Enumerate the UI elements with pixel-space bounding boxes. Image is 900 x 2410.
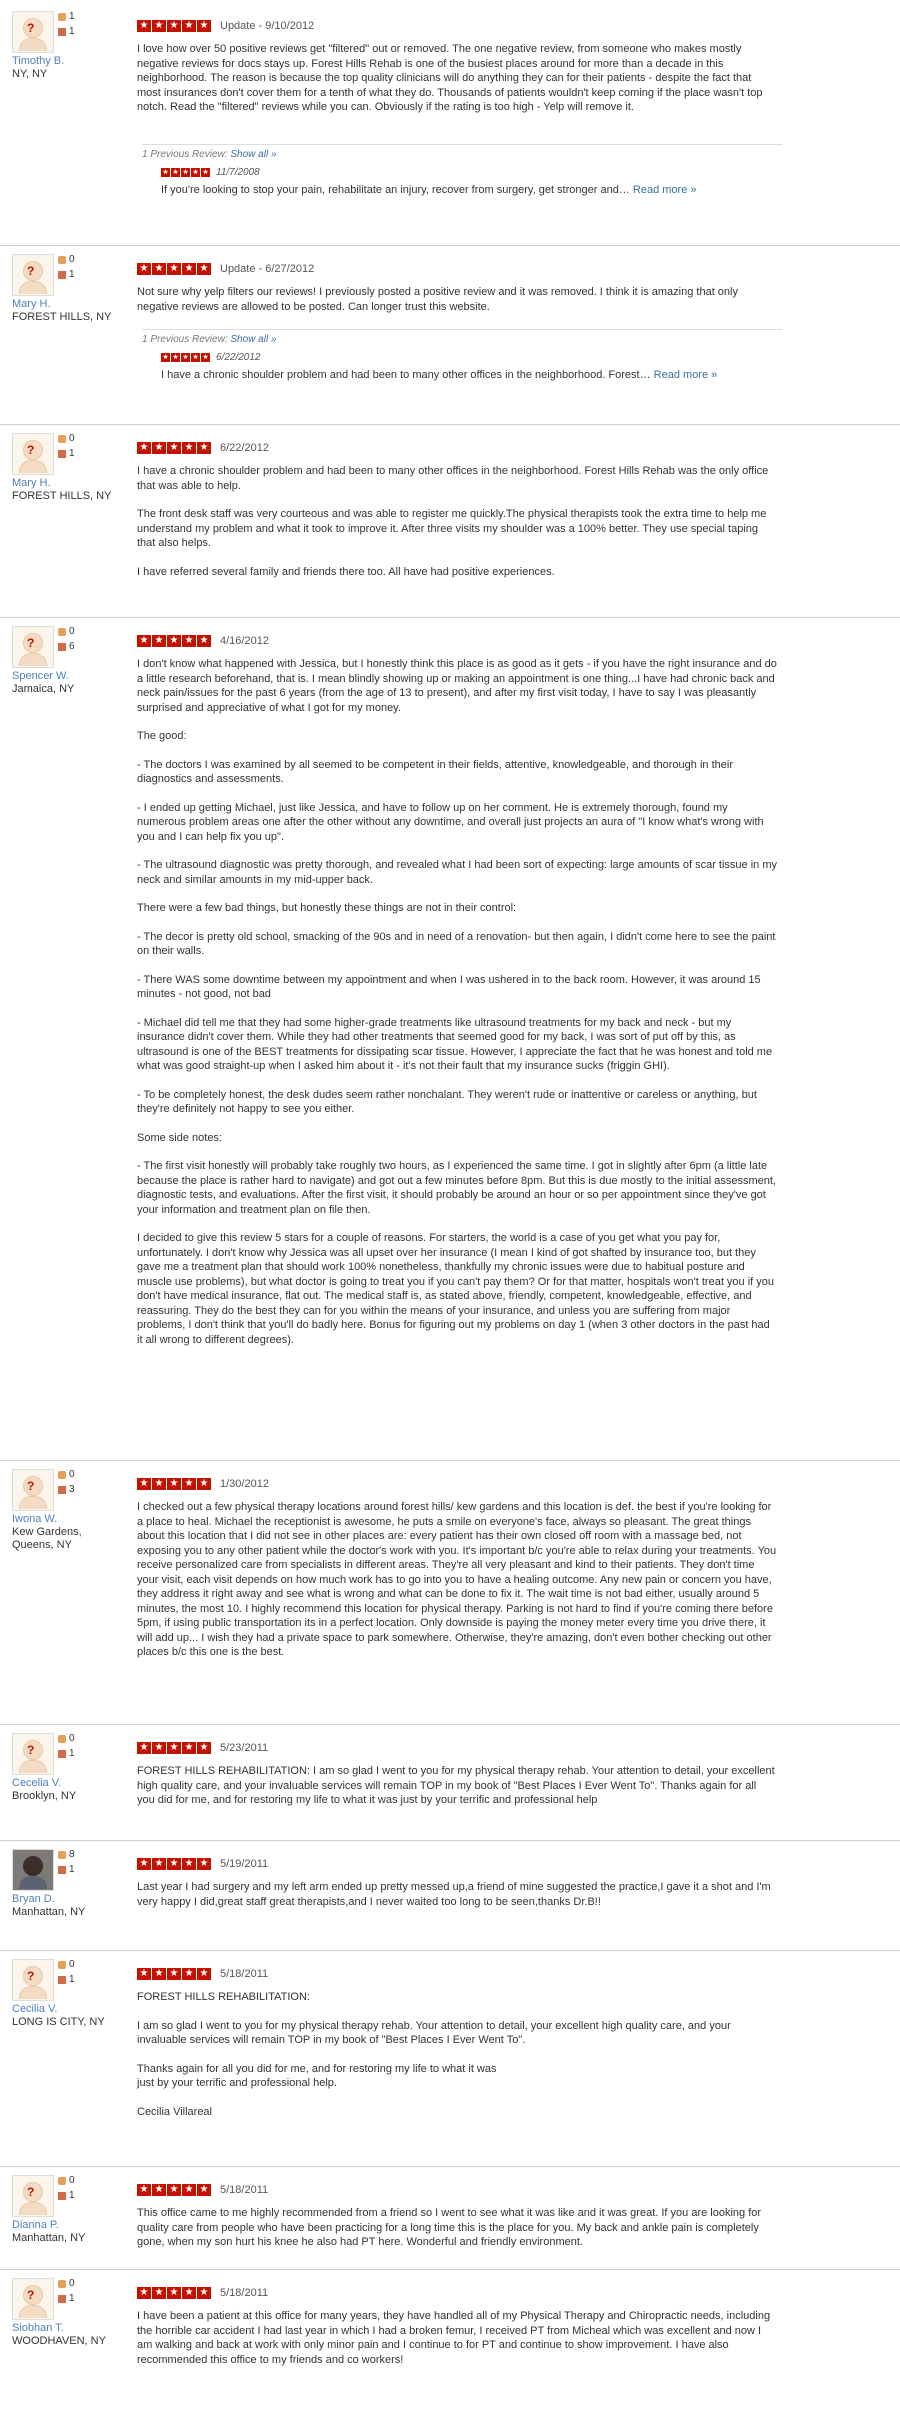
friend-count-value: 0 — [69, 254, 75, 265]
review-date: 5/18/2011 — [220, 2287, 269, 2299]
star-icon: ★ — [167, 2287, 181, 2299]
previous-review-text: If you're looking to stop your pain, rehabilitate an injury, recover from surgery, get stronger and… — [161, 184, 630, 196]
avatar-body-shape — [19, 38, 47, 51]
review-paragraph: I have been a patient at this office for many years, they have handled all of my Physical Therapy and Chiropractic needs, including the horrible car accident I had last year in which I had a broken femur, I received PT from Micheal which was excellent and now I am walking and back at work with only minor pain and I continue to for PT and continue to show improvement. I have also recommended this office to my friends and co workers! — [137, 2310, 771, 2366]
star-icon: ★ — [137, 442, 151, 454]
review-date: 6/22/2012 — [220, 442, 269, 454]
friend-count-value: 0 — [69, 433, 75, 444]
user-name-link[interactable]: Mary H. — [12, 477, 51, 489]
friend-count — [58, 433, 75, 444]
review-text — [137, 1990, 777, 2133]
review-paragraph: The front desk staff was very courteous and was able to register me quickly.The physical therapists took the extra time to help me understand my problem and what it took to improve it. After three visits my shoulder was a 100% better. They use special taping that also helps. — [137, 508, 767, 549]
review-count — [58, 1864, 75, 1875]
question-mark-icon: ? — [27, 1743, 35, 1757]
review-divider — [0, 1950, 900, 1951]
review-count-value: 1 — [69, 1864, 75, 1875]
review-date: 5/23/2011 — [220, 1742, 269, 1754]
avatar-head-shape — [23, 1856, 43, 1876]
review-paragraph: - There WAS some downtime between my appointment and when I was ushered in to the back room. However, it was around 15 minutes - not good, not bad — [137, 973, 761, 1000]
review-count — [58, 1974, 75, 1985]
previous-review-header — [142, 334, 277, 345]
review-paragraph: I checked out a few physical therapy locations around forest hills/ kew gardens and this location is def. the best if you're looking for a place to heal. Michael the receptionist is awesome, he puts a smile on everyone's face, always so pleasant. The great things about this location that I did not see in other places are: every patient has their own closed off room with a massage bed, not exposing you to any other patient while the doctor's work with you. It's important b/c you're able to relax during your treatments. You receive personalized care from specialists in different areas. They're all very pleasant and kind to their patients. They don't time your visit, each visit depends on how much work has to go into you to have a healing outcome. Any new pain or concern you have, they address it right away and see what is wrong and what can be done to fix it. The wait time is not bad either, usually around 5 minutes, the most 10. I highly recommend this location for physical therapy. Parking is not hard to find if you're coming there before 5pm, if using public transportation its in a perfect location. Only downside is paying the money meter every time you drive there, it will add up... I wish they had a private space to park somewhere. Otherwise, they're amazing, don't even bother checking out other places b/c this one is the best. — [137, 1501, 777, 1658]
friend-count-value: 0 — [69, 1733, 75, 1744]
friends-icon — [58, 2280, 66, 2288]
star-icon: ★ — [167, 1742, 181, 1754]
reviews-icon — [58, 2192, 66, 2200]
review-count — [58, 641, 75, 652]
rating-stars — [137, 20, 211, 32]
rating-stars — [137, 2184, 211, 2196]
review-paragraph: I am so glad I went to you for my physical therapy rehab. Your attention to detail, your excellent high quality care, and your invaluable services will remain TOP in my book of "Best Places I Ever Went To". — [137, 2019, 731, 2046]
star-icon: ★ — [202, 169, 209, 176]
star-icon: ★ — [202, 354, 209, 361]
friend-count-value: 0 — [69, 626, 75, 637]
user-avatar[interactable] — [12, 2278, 54, 2320]
previous-review-date: 11/7/2008 — [216, 167, 260, 178]
previous-review-snippet — [161, 184, 781, 196]
friend-count-value: 1 — [69, 11, 75, 22]
avatar-body-shape — [19, 1986, 47, 1999]
user-avatar[interactable] — [12, 1733, 54, 1775]
reviews-icon — [58, 450, 66, 458]
star-icon: ★ — [172, 169, 179, 176]
star-icon: ★ — [152, 20, 166, 32]
star-icon: ★ — [197, 1742, 211, 1754]
review-date: 5/18/2011 — [220, 2184, 269, 2196]
review-paragraph: - Michael did tell me that they had some higher-grade treatments like ultrasound treatments for my back and neck - but my insurance didn't cover them. While they had other treatments that seemed good for my back, I was sort of put off by this, as ultrasound is one of the BEST treatments for dissipating scar tissue. However, I appreciate the fact that he was honest and told me what was good straight-up when I asked him about it - it's not their fault that my insurance sucks (friggin GHI). — [137, 1016, 773, 1072]
star-icon: ★ — [152, 2184, 166, 2196]
star-icon: ★ — [137, 635, 151, 647]
user-name-link[interactable]: Spencer W. — [12, 670, 69, 682]
review-paragraph: The good: — [137, 730, 187, 742]
star-icon: ★ — [152, 442, 166, 454]
review-count — [58, 269, 75, 280]
friends-icon — [58, 1735, 66, 1743]
reviews-icon — [58, 1750, 66, 1758]
star-icon: ★ — [197, 2287, 211, 2299]
star-icon: ★ — [197, 1968, 211, 1980]
rating-stars — [137, 1742, 211, 1754]
review-paragraph: This office came to me highly recommended from a friend so I went to see what it was like and it was great. If you are looking for quality care from people who have been practicing for a long time this is the place for you. My back and ankle pain is completely gone, when my son hurt his knee he also had PT here. Wonderful and friendly environment. — [137, 2207, 762, 2248]
star-icon: ★ — [162, 354, 169, 361]
previous-review-date: 6/22/2012 — [216, 352, 261, 363]
review-divider — [0, 2269, 900, 2270]
review-text — [137, 1500, 777, 1674]
friend-count-value: 0 — [69, 1959, 75, 1970]
star-icon: ★ — [197, 263, 211, 275]
review-count-value: 1 — [69, 269, 75, 280]
star-icon: ★ — [167, 635, 181, 647]
question-mark-icon: ? — [27, 264, 35, 278]
friend-count — [58, 2278, 75, 2289]
friends-icon — [58, 628, 66, 636]
rating-stars — [137, 1968, 211, 1980]
star-icon: ★ — [152, 263, 166, 275]
star-icon: ★ — [167, 442, 181, 454]
avatar-body-shape — [19, 460, 47, 473]
review-divider — [0, 617, 900, 618]
friend-count-value: 8 — [69, 1849, 75, 1860]
question-mark-icon: ? — [27, 636, 35, 650]
avatar-body-shape — [19, 2202, 47, 2215]
question-mark-icon: ? — [27, 2288, 35, 2302]
friend-count — [58, 1469, 75, 1480]
question-mark-icon: ? — [27, 21, 35, 35]
review-count-value: 1 — [69, 1974, 75, 1985]
previous-review-text: I have a chronic shoulder problem and had been to many other offices in the neighborhood. Forest… — [161, 369, 651, 381]
user-name-link[interactable]: Dianna P. — [12, 2219, 59, 2231]
star-icon: ★ — [152, 635, 166, 647]
star-icon: ★ — [152, 1478, 166, 1490]
rating-stars — [161, 353, 210, 362]
user-location: Brooklyn, NY — [12, 1790, 77, 1802]
user-name-link[interactable]: Siobhan T. — [12, 2322, 64, 2334]
friends-icon — [58, 1961, 66, 1969]
star-icon: ★ — [197, 1478, 211, 1490]
review-paragraph: Not sure why yelp filters our reviews! I previously posted a positive review and it was removed. I think it is amazing that only negative reviews are allowed to be posted. Can longer trust this website. — [137, 286, 738, 313]
friend-count — [58, 254, 75, 265]
user-avatar[interactable] — [12, 254, 54, 296]
previous-review-label: 1 Previous Review: — [142, 334, 228, 345]
review-divider — [0, 424, 900, 425]
question-mark-icon: ? — [27, 1969, 35, 1983]
review-paragraph: Cecilia Villareal — [137, 2105, 212, 2118]
user-avatar[interactable] — [12, 1959, 54, 2001]
rating-stars — [137, 442, 211, 454]
review-date: Update - 9/10/2012 — [220, 20, 315, 32]
star-icon: ★ — [182, 2287, 196, 2299]
star-icon: ★ — [167, 20, 181, 32]
read-more-link[interactable]: Read more » — [632, 184, 697, 196]
user-name-link[interactable]: Timothy B. — [12, 55, 65, 67]
star-icon: ★ — [152, 1968, 166, 1980]
star-icon: ★ — [167, 1858, 181, 1870]
review-text — [137, 464, 777, 593]
question-mark-icon: ? — [27, 1479, 35, 1493]
star-icon: ★ — [182, 263, 196, 275]
review-paragraph: FOREST HILLS REHABILITATION: — [137, 1991, 310, 2003]
review-text — [137, 285, 777, 328]
review-divider — [0, 2166, 900, 2167]
rating-stars — [137, 2287, 211, 2299]
friend-count — [58, 1733, 75, 1744]
show-all-link[interactable]: Show all » — [230, 334, 277, 345]
rating-stars — [161, 168, 210, 177]
review-count-value: 6 — [69, 641, 75, 652]
reviews-icon — [58, 643, 66, 651]
star-icon: ★ — [197, 442, 211, 454]
question-mark-icon: ? — [27, 2185, 35, 2199]
reviews-icon — [58, 271, 66, 279]
star-icon: ★ — [137, 2184, 151, 2196]
review-date: 5/18/2011 — [220, 1968, 269, 1980]
star-icon: ★ — [182, 2184, 196, 2196]
user-avatar[interactable] — [12, 1849, 54, 1891]
star-icon: ★ — [137, 20, 151, 32]
review-paragraph: I don't know what happened with Jessica, but I honestly think this place is as good as it gets - if you have the right insurance and do a little research beforehand, that is. I mean blindly showing up or making an appointment is one thing...I have had chronic back and neck pain/issues for the past 6 years (from the age of 13 to present), and after my first visit today, I have to say I was pleasantly surprised and appreciative of what I got for my money. — [137, 658, 777, 714]
reviews-icon — [58, 1976, 66, 1984]
friends-icon — [58, 1471, 66, 1479]
review-count — [58, 2293, 75, 2304]
user-location: Jamaica, NY — [12, 683, 75, 695]
star-icon: ★ — [197, 635, 211, 647]
star-icon: ★ — [137, 1858, 151, 1870]
user-location: NY, NY — [12, 68, 48, 80]
show-all-link[interactable]: Show all » — [230, 149, 277, 160]
user-name-link[interactable]: Bryan D. — [12, 1893, 55, 1905]
review-count — [58, 448, 75, 459]
user-avatar[interactable] — [12, 433, 54, 475]
review-text — [137, 1764, 777, 1822]
star-icon: ★ — [182, 20, 196, 32]
star-icon: ★ — [182, 1968, 196, 1980]
star-icon: ★ — [167, 1968, 181, 1980]
star-icon: ★ — [167, 2184, 181, 2196]
star-icon: ★ — [172, 354, 179, 361]
user-name-link[interactable]: Iwona W. — [12, 1513, 58, 1525]
rating-stars — [137, 263, 211, 275]
friend-count — [58, 2175, 75, 2186]
reviews-icon — [58, 1866, 66, 1874]
review-paragraph: - I ended up getting Michael, just like Jessica, and have to follow up on her comment. He is extremely thorough, found my numerous problem areas one after the other without any downtime, and overall just projects an aura of "I know what's wrong with you and I can help fix you up". — [137, 801, 764, 843]
review-paragraph: Some side notes: — [137, 1131, 222, 1144]
star-icon: ★ — [192, 354, 199, 361]
avatar-body-shape — [19, 1876, 47, 1889]
star-icon: ★ — [137, 1478, 151, 1490]
review-count-value: 1 — [69, 1748, 75, 1759]
review-count-value: 3 — [69, 1484, 75, 1495]
review-text — [137, 42, 777, 129]
avatar-body-shape — [19, 653, 47, 666]
review-divider — [0, 245, 900, 246]
avatar-body-shape — [19, 1760, 47, 1773]
review-date: 1/30/2012 — [220, 1478, 269, 1490]
user-location: FOREST HILLS, NY — [12, 311, 112, 323]
user-avatar[interactable] — [12, 2175, 54, 2217]
friend-count — [58, 1959, 75, 1970]
user-avatar[interactable] — [12, 1469, 54, 1511]
friend-count-value: 0 — [69, 2175, 75, 2186]
star-icon: ★ — [197, 2184, 211, 2196]
star-icon: ★ — [182, 169, 189, 176]
review-paragraph: - The doctors I was examined by all seemed to be competent in their fields, attentive, knowledgeable, and thorough in their diagnostics and assessments. — [137, 758, 733, 785]
user-location: LONG IS CITY, NY — [12, 2016, 105, 2028]
star-icon: ★ — [182, 442, 196, 454]
friend-count-value: 0 — [69, 2278, 75, 2289]
previous-review-divider — [142, 144, 782, 145]
star-icon: ★ — [197, 1858, 211, 1870]
review-date: 5/19/2011 — [220, 1858, 269, 1870]
rating-stars — [137, 1858, 211, 1870]
friend-count — [58, 1849, 75, 1860]
star-icon: ★ — [162, 169, 169, 176]
read-more-link[interactable]: Read more » — [653, 369, 718, 381]
star-icon: ★ — [167, 263, 181, 275]
star-icon: ★ — [167, 1478, 181, 1490]
review-paragraph: I love how over 50 positive reviews get "filtered" out or removed. The one negative review, from someone who makes mostly negative reviews for docs stays up. Forest Hills Rehab is one of the busiest places around for more than a decade in this neighborhood. The reason is because the top quality clinicians will do anything they can for their patients - despite the fact that most insurances don't cover them for a tenth of what they do. Thousands of patients wouldn't keep coming if the place wasn't top notch. Read the "filtered" reviews while you can. Obviously if the rating is too high - Yelp will remove it. — [137, 43, 763, 113]
friend-count — [58, 11, 75, 22]
friends-icon — [58, 13, 66, 21]
star-icon: ★ — [152, 1742, 166, 1754]
friends-icon — [58, 256, 66, 264]
review-count — [58, 1748, 75, 1759]
star-icon: ★ — [152, 1858, 166, 1870]
review-date: 4/16/2012 — [220, 635, 269, 647]
star-icon: ★ — [152, 2287, 166, 2299]
friends-icon — [58, 2177, 66, 2185]
previous-review-divider — [142, 329, 782, 330]
user-avatar[interactable] — [12, 626, 54, 668]
friend-count-value: 0 — [69, 1469, 75, 1480]
previous-review-snippet — [161, 369, 781, 381]
star-icon: ★ — [182, 1742, 196, 1754]
review-paragraph: FOREST HILLS REHABILITATION: I am so glad I went to you for my physical therapy rehab. Your attention to detail, your excellent high quality care, and your invaluable services will remain TOP in my book of "Best Places I Ever Went To". Thanks again for all you did for me, and for restoring my life to what it was just by your terrific and professional help — [137, 1765, 775, 1806]
avatar-body-shape — [19, 281, 47, 294]
question-mark-icon: ? — [27, 443, 35, 457]
review-paragraph: Thanks again for all you did for me, and for restoring my life to what it was just by your terrific and professional help. — [137, 2062, 497, 2089]
user-location: Manhattan, NY — [12, 2232, 86, 2244]
review-paragraph: I have a chronic shoulder problem and had been to many other offices in the neighborhood. Forest Hills Rehab was the only office that was able to help. — [137, 465, 769, 492]
avatar-body-shape — [19, 2305, 47, 2318]
reviews-icon — [58, 2295, 66, 2303]
star-icon: ★ — [137, 1968, 151, 1980]
rating-stars — [137, 635, 211, 647]
star-icon: ★ — [137, 263, 151, 275]
star-icon: ★ — [192, 169, 199, 176]
star-icon: ★ — [197, 20, 211, 32]
review-date: Update - 6/27/2012 — [220, 263, 315, 275]
user-location: Kew Gardens, Queens, NY — [12, 1526, 82, 1551]
review-count — [58, 2190, 75, 2201]
review-paragraph: I have referred several family and friends there too. All have had positive experiences. — [137, 565, 555, 578]
friends-icon — [58, 1851, 66, 1859]
review-divider — [0, 1724, 900, 1725]
user-location: Manhattan, NY — [12, 1906, 86, 1918]
reviews-icon — [58, 28, 66, 36]
avatar-body-shape — [19, 1496, 47, 1509]
review-count-value: 1 — [69, 448, 75, 459]
review-paragraph: - To be completely honest, the desk dudes seem rather nonchalant. They weren't rude or inattentive or careless or anything, but they're definitely not happy to see you either. — [137, 1088, 757, 1115]
user-name-link[interactable]: Cecilia V. — [12, 2003, 58, 2015]
review-paragraph: I decided to give this review 5 stars for a couple of reasons. For starters, the world is a case of you get what you pay for, unfortunately. I don't know why Jessica was all upset over her insurance (I mean I kind of got shafted by insurance too, but they gave me a treatment plan that should work 100% nonetheless, thankfully my chronic issues were due to habitual posture and muscle use problems), but what doctor is going to treat you if you can't pay them? Or for that matter, hospitals won't treat you if you don't have medical insurance, flat out. The medical staff is, as stated above, friendly, competent, knowledgeable, effective, and reassuring. They do the best they can for you within the means of your insurance, and unless you are suffering from major problems, I don't think that you'll do badly here. Bonus for figuring out my problems on day 1 (when 3 other doctors in the past had it all wrong to different degrees). — [137, 1232, 775, 1346]
review-count — [58, 26, 75, 37]
previous-review-header — [142, 149, 277, 160]
review-paragraph: - The ultrasound diagnostic was pretty thorough, and revealed what I had been sort of expecting: large amounts of scar tissue in my neck and similar amounts in my mid-upper back. — [137, 859, 777, 886]
review-count-value: 1 — [69, 2190, 75, 2201]
user-location: FOREST HILLS, NY — [12, 490, 112, 502]
user-location: WOODHAVEN, NY — [12, 2335, 106, 2347]
review-divider — [0, 1840, 900, 1841]
review-paragraph: There were a few bad things, but honestly these things are not in their control: — [137, 902, 517, 914]
star-icon: ★ — [182, 1478, 196, 1490]
star-icon: ★ — [137, 2287, 151, 2299]
star-icon: ★ — [182, 354, 189, 361]
user-avatar[interactable] — [12, 11, 54, 53]
user-name-link[interactable]: Mary H. — [12, 298, 51, 310]
user-name-link[interactable]: Cecelia V. — [12, 1777, 62, 1789]
rating-stars — [137, 1478, 211, 1490]
review-text — [137, 1880, 777, 1923]
review-text — [137, 2309, 777, 2381]
review-divider — [0, 1460, 900, 1461]
review-paragraph: Last year I had surgery and my left arm ended up pretty messed up,a friend of mine suggested the practice,I gave it a shot and I'm very happy I did,great staff great therapists,and I never waited too long to be seen,thanks Dr.B!! — [137, 1881, 771, 1908]
star-icon: ★ — [137, 1742, 151, 1754]
star-icon: ★ — [182, 1858, 196, 1870]
reviews-icon — [58, 1486, 66, 1494]
friend-count — [58, 626, 75, 637]
review-count-value: 1 — [69, 2293, 75, 2304]
review-count — [58, 1484, 75, 1495]
previous-review-label: 1 Previous Review: — [142, 149, 228, 160]
review-paragraph: - The decor is pretty old school, smacking of the 90s and in need of a renovation- but then again, I didn't come here to see the paint on their walls. — [137, 930, 776, 957]
review-text — [137, 657, 777, 1361]
review-count-value: 1 — [69, 26, 75, 37]
review-text — [137, 2206, 777, 2264]
star-icon: ★ — [182, 635, 196, 647]
review-paragraph: - The first visit honestly will probably take roughly two hours, as I experienced the same time. I got in slightly after 6pm (a little late because the place is rather hard to navigate) and got out a few minutes before 8pm. But this is due mostly to the initial assessment, diagnostic tests, and evaluations. After the first visit, it should probably be around an hour or so per appointment since they've got your information and treatment plan on file then. — [137, 1160, 776, 1216]
friends-icon — [58, 435, 66, 443]
